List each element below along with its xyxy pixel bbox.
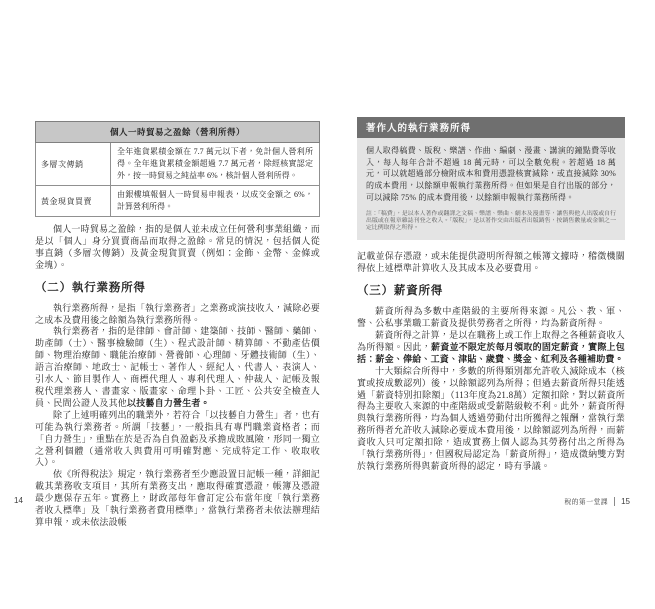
page-right [357, 117, 625, 473]
book-title: 稅的第一堂課 [564, 499, 609, 506]
paragraph-bold-text: 以技藝自力營生者。 [127, 397, 210, 408]
paragraph-self-employed: 除了上述明確列出的職業外，若符合「以技藝自力營生」者，也有可能為執行業務者。所謂「技藝」，一般指具有專門職業資格者；而「自力營生」，重點在於是否為自負盈虧及承擔成敗風險，形同一獨立之營利個體（通常收入與費用可明確對應、完成特定工作、收取收入）。 [35, 409, 320, 468]
table-row [36, 143, 320, 186]
footer-divider-line [614, 497, 615, 506]
section-heading-professional-income: （二）執行業務所得 [35, 281, 146, 294]
page-number-right: 15 [621, 496, 630, 506]
callout-title: 著作人的執行業務所得 [357, 117, 625, 138]
callout-text: 個人取得稿費、版稅、樂譜、作曲、編劇、漫畫、講演的鐘點費等收入，每人每年合計不超過 18 萬元時，可以全數免稅。若超過 18 萬元，可以就超過部分檢附成本和費用憑證核實減除，或直接減除 30% 的成本費用，以餘額申報執行業務所得。但如果是自行出版的部分，可以減除 75% 的成本費用後，以餘額申報執行業務所得。 [366, 146, 616, 202]
page-number-left: 14 [14, 496, 23, 505]
page-left [35, 121, 320, 529]
row-content: 由銀樓填報個人一時貿易申報表，以成交金額之 6%，計算營利所得。 [111, 186, 320, 217]
table-row [36, 186, 320, 217]
row-content: 全年進貨累積金額在 7.7 萬元以下者，免計個人營利所得。全年進貨累積金額超過 7.7 萬元者，除經核實認定外，按一時貿易之純益率 6%，核計個人營利所得。 [111, 143, 320, 186]
paragraph-bold-text: 薪資並不限定於每月領取的固定薪資，實際上包括：薪金、俸給、工資、津貼、歲費、獎金、紅利及各種補助費。 [357, 341, 626, 364]
paragraph-text: 薪資所得之計算，是以在職務上或工作上取得之各種薪資收入為所得額。因此， [357, 330, 625, 352]
table-title: 個人一時貿易之盈餘（營利所得） [36, 122, 320, 143]
paragraph-professional-definition: 執行業務所得，是指「執行業務者」之業務或演技收入，減除必要之成本及費用後之餘額為執行業務所得。 [35, 302, 320, 325]
paragraph-salary-calculation [357, 330, 625, 366]
callout-body [357, 138, 625, 240]
paragraph-tax-law-bookkeeping: 依《所得稅法》規定，執行業務者至少應設置日記帳一種，詳細記載其業務收支項目，其所有業務支出，應取得確實憑證，帳簿及憑證最少應保存五年。實務上，財政部每年會訂定公布當年度「執行業務者收入標準」及「執行業務者費用標準」，當執行業務者未依法辦理結算申報，或未依法設帳 [35, 469, 320, 527]
footer-right [564, 496, 630, 506]
paragraph-salary-deduction-dispute: 十大類綜合所得中，多數的所得類別都允許收入減除成本（核實或按成數認列）後，以餘額認列為所得；但過去薪資所得只能透過「薪資特別扣除額」（113年度為21.8萬）定額扣除，對以薪資所得為主要收入來源的中產階級或受薪階級較不利。此外，薪資所得與執行業務所得，均為個人透過勞動付出所獲得之報酬，當執行業務所得者允許收入減除必要成本費用後，以餘額認列為所得，而薪資收入只可定額扣除，造成實務上個人認為其勞務付出之所得為「執行業務所得」，但國稅局認定為「薪資所得」，造成徵納雙方對於執行業務所得與薪資所得的認定，時有爭議。 [357, 365, 625, 471]
callout-author-income [357, 117, 625, 240]
row-label-gold-trading: 黃金現貨買賣 [36, 186, 111, 217]
section-heading-salary-income: （三）薪資所得 [357, 285, 444, 298]
paragraph-personal-trade: 個人一時貿易之盈餘，指的是個人並未成立任何營利事業組織，而是以「個人」身分買賣商品而取得之盈餘。常見的情況，包括個人從事直銷（多層次傳銷）及黃金現貨買賣（例如：金飾、金幣、金條或金塊）。 [35, 224, 320, 270]
row-label-multilevel-marketing: 多層次傳銷 [36, 143, 111, 186]
paragraph-professional-list [35, 326, 320, 409]
table-header-row [36, 122, 320, 143]
paragraph-continued-from-left: 記載並保存憑證，或未能提供證明所得額之帳簿文據時，稽徵機關得依上述標準計算收入及其成本及必要費用。 [357, 251, 625, 274]
paragraph-salary-source: 薪資所得為多數中產階級的主要所得來源。凡公、教、軍、警、公私事業職工薪資及提供勞務者之所得，均為薪資所得。 [357, 306, 625, 329]
trade-income-table [35, 121, 320, 217]
callout-note: 註：「稿費」，是以本人著作或翻譯之文稿、樂譜、樂曲、劇本及漫畫等，讓售與他人出版或自行出版或在報章雜誌刊登之收入。「版稅」，是以著作交由出版者出版銷售，按銷售數量或金額之一定比例取得之所得。 [366, 210, 616, 232]
paragraph-text: 執行業務者，指的是律師、會計師、建築師、技師、醫師、藥師、助產師（士）、醫事檢驗師（生）、程式設計師、精算師、不動產估價師、物理治療師、職能治療師、營養師、心理師、牙體技術師（生）、語言治療師、地政士、記帳士、著作人、經紀人、代書人、表演人、引水人、節目製作人、商標代理人、專利代理人、仲裁人、記帳及報稅代理業務人、書畫家、版畫家、命理卜卦、工匠、公共安全檢查人員、民間公證人及其他 [35, 326, 320, 408]
